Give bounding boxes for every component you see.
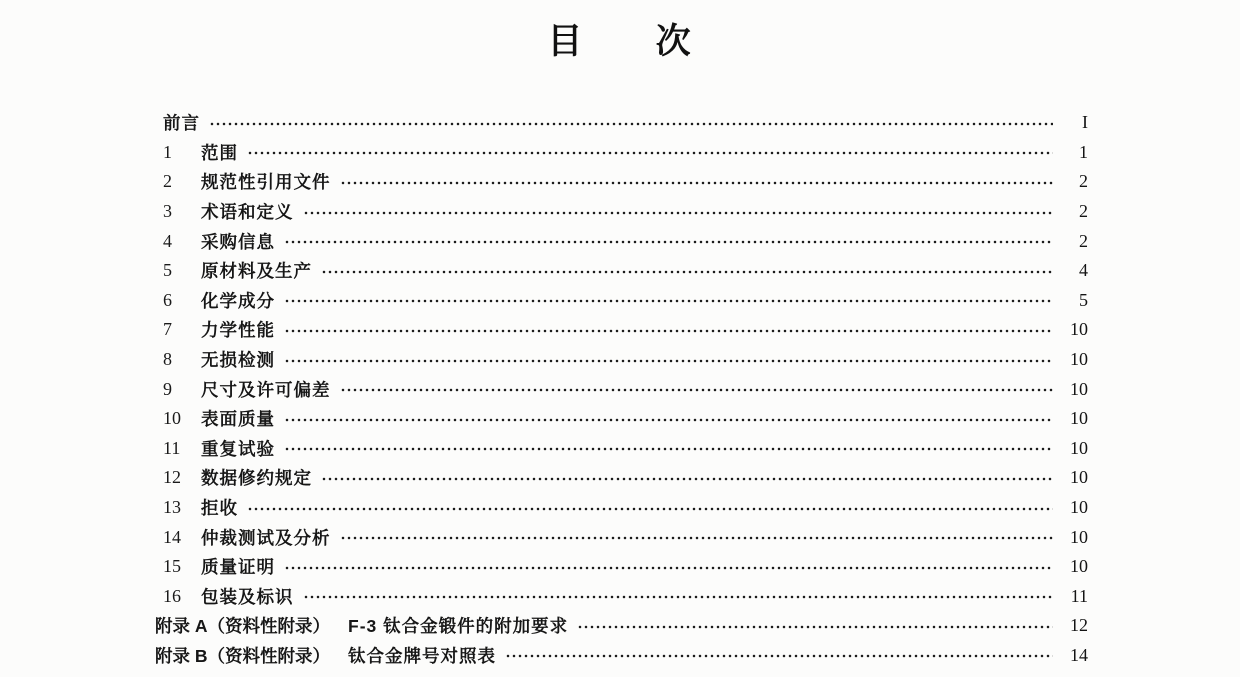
toc-row — [163, 404, 1088, 434]
toc-entry-page: I — [1082, 112, 1088, 133]
toc-entry-label: 无损检测 — [201, 350, 275, 371]
toc-row — [163, 138, 1088, 168]
toc-row — [163, 286, 1088, 316]
dot-leader — [321, 474, 1053, 484]
toc-row — [163, 256, 1088, 286]
toc-entry-number: 16 — [163, 585, 181, 606]
dot-leader — [340, 533, 1054, 543]
toc-row — [155, 641, 1088, 671]
dot-leader — [247, 504, 1053, 514]
toc-entry-page: 10 — [1070, 319, 1088, 340]
toc-entry-number: 8 — [163, 349, 172, 370]
dot-leader — [284, 296, 1053, 306]
toc-row — [163, 197, 1088, 227]
toc-row — [155, 611, 1088, 641]
toc-entry-label: 质量证明 — [201, 557, 275, 578]
dot-leader — [577, 622, 1053, 632]
toc-entry-label: 拒收 — [201, 498, 238, 519]
toc-entry-page: 2 — [1079, 201, 1088, 222]
toc-entry-label: 原材料及生产 — [201, 261, 312, 282]
toc-entry-label: 钛合金牌号对照表 — [348, 645, 496, 666]
dot-leader — [284, 326, 1053, 336]
toc-entry-number: 14 — [163, 526, 181, 547]
toc-entry-page: 11 — [1070, 585, 1088, 606]
toc-entry-page: 10 — [1070, 437, 1088, 458]
toc-entry-label: 术语和定义 — [201, 202, 294, 223]
toc-entry-label: 尺寸及许可偏差 — [201, 379, 331, 400]
toc-entry-page: 10 — [1070, 467, 1088, 488]
dot-leader — [284, 237, 1053, 247]
toc-list — [155, 108, 1088, 670]
toc-entry-page: 10 — [1070, 526, 1088, 547]
toc-entry-number: 10 — [163, 408, 181, 429]
dot-leader — [284, 356, 1053, 366]
toc-row — [163, 167, 1088, 197]
toc-entry-label: 范围 — [201, 142, 238, 163]
toc-entry-label: 数据修约规定 — [201, 468, 312, 489]
toc-entry-page: 4 — [1079, 260, 1088, 281]
toc-entry-number: 9 — [163, 378, 172, 399]
dot-leader — [340, 385, 1054, 395]
toc-entry-page: 5 — [1079, 289, 1088, 310]
dot-leader — [505, 651, 1053, 661]
dot-leader — [284, 563, 1053, 573]
toc-entry-page: 12 — [1070, 615, 1088, 636]
toc-entry-label: 化学成分 — [201, 290, 275, 311]
toc-entry-label: 采购信息 — [201, 231, 275, 252]
toc-entry-label: 规范性引用文件 — [201, 172, 331, 193]
toc-entry-page: 14 — [1070, 644, 1088, 665]
toc-row — [163, 552, 1088, 582]
toc-entry-number: 3 — [163, 201, 172, 222]
dot-leader — [284, 415, 1053, 425]
toc-entry-number: 11 — [163, 437, 181, 458]
toc-entry-page: 10 — [1070, 349, 1088, 370]
toc-entry-number: 1 — [163, 141, 172, 162]
dot-leader — [321, 267, 1053, 277]
dot-leader — [340, 178, 1054, 188]
toc-row — [163, 582, 1088, 612]
toc-entry-number: 附录 A（资料性附录） — [155, 616, 330, 637]
toc-row — [163, 108, 1088, 138]
toc-entry-page: 10 — [1070, 378, 1088, 399]
toc-entry-number: 2 — [163, 171, 172, 192]
toc-entry-number: 6 — [163, 289, 172, 310]
toc-entry-number: 7 — [163, 319, 172, 340]
toc-entry-label: 包装及标识 — [201, 586, 294, 607]
toc-entry-number: 附录 B（资料性附录） — [155, 645, 330, 666]
dot-leader — [209, 119, 1053, 129]
page-title: 目 次 — [547, 22, 693, 61]
dot-leader — [303, 208, 1054, 218]
toc-entry-number: 15 — [163, 556, 181, 577]
toc-entry-number: 5 — [163, 260, 172, 281]
toc-row — [163, 374, 1088, 404]
toc-entry-page: 10 — [1070, 556, 1088, 577]
toc-entry-label: 仲裁测试及分析 — [201, 527, 331, 548]
toc-entry-number: 12 — [163, 467, 181, 488]
toc-row — [163, 345, 1088, 375]
dot-leader — [284, 444, 1053, 454]
toc-entry-page: 1 — [1079, 141, 1088, 162]
toc-entry-number: 4 — [163, 230, 172, 251]
dot-leader — [303, 592, 1054, 602]
toc-row — [163, 226, 1088, 256]
toc-entry-label: 表面质量 — [201, 409, 275, 430]
toc-row — [163, 463, 1088, 493]
toc-entry-page: 10 — [1070, 408, 1088, 429]
toc-entry-page: 2 — [1079, 230, 1088, 251]
toc-entry-label: 力学性能 — [201, 320, 275, 341]
toc-entry-label: 重复试验 — [201, 438, 275, 459]
toc-row — [163, 522, 1088, 552]
dot-leader — [247, 148, 1053, 158]
toc-entry-label: F-3 钛合金锻件的附加要求 — [348, 616, 569, 637]
toc-row — [163, 493, 1088, 523]
toc-entry-number: 13 — [163, 497, 181, 518]
toc-entry-page: 10 — [1070, 497, 1088, 518]
toc-entry-page: 2 — [1079, 171, 1088, 192]
toc-row — [163, 315, 1088, 345]
toc-row — [163, 434, 1088, 464]
toc-entry-label: 前言 — [163, 113, 200, 134]
